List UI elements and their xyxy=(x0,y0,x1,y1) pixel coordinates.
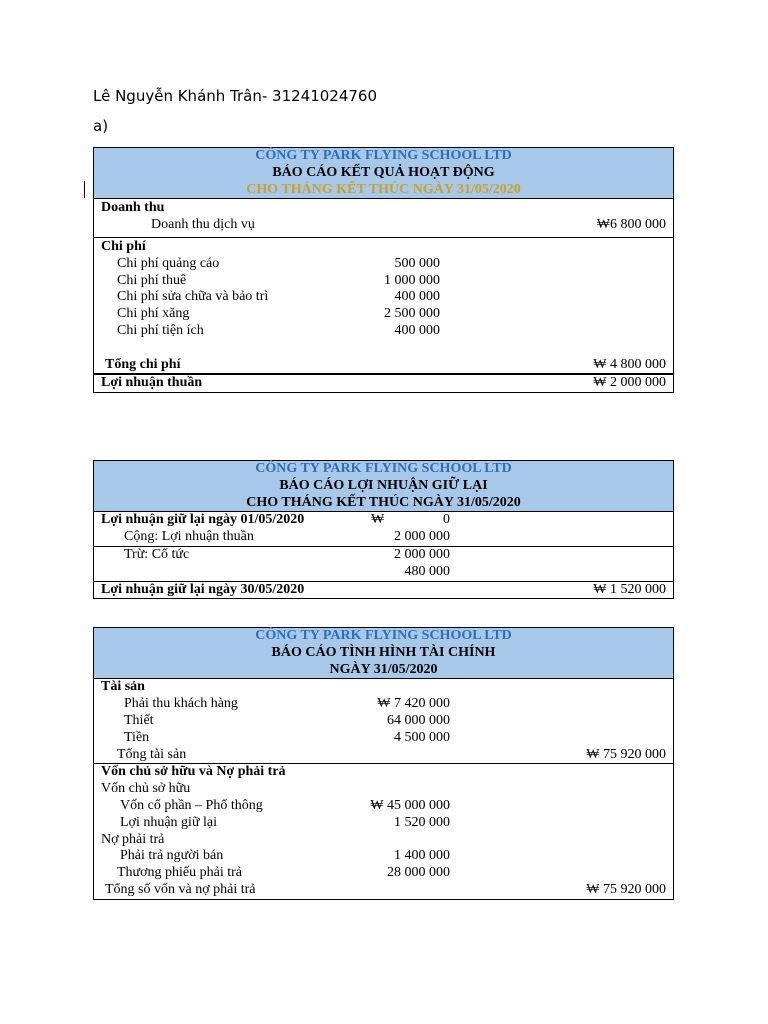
expense-value: 1 000 000 xyxy=(384,272,440,288)
revenue-section xyxy=(94,199,673,238)
net-income-value: ₩ 2 000 000 xyxy=(593,375,666,391)
equity-value: ₩ 45 000 000 xyxy=(370,797,450,813)
opening-label: Lợi nhuận giữ lại ngày 01/05/2020 xyxy=(101,512,305,528)
expense-label: Chi phí quảng cáo xyxy=(117,255,220,271)
company-name: CÔNG TY PARK FLYING SCHOOL LTD xyxy=(255,461,512,476)
assets-section xyxy=(94,679,673,764)
subtotal-value: 480 000 xyxy=(404,563,450,579)
less-label: Trừ: Cổ tức xyxy=(124,546,190,562)
opening-currency: ₩ xyxy=(371,512,385,528)
revenue-item: Doanh thu dịch vụ xyxy=(151,217,255,233)
total-equity-liab-label: Tổng số vốn và nợ phải trả xyxy=(105,881,256,897)
equity-heading: Vốn chủ sở hữu xyxy=(101,781,191,797)
expense-label: Chi phí xăng xyxy=(117,306,190,322)
asset-label: Tiền xyxy=(124,729,150,745)
income-header xyxy=(94,148,673,199)
report-period: CHO THÁNG KẾT THÚC NGÀY 31/05/2020 xyxy=(246,181,521,197)
add-value: 2 000 000 xyxy=(394,529,450,545)
revenue-heading: Doanh thu xyxy=(101,200,165,216)
company-name: CÔNG TY PARK FLYING SCHOOL LTD xyxy=(255,628,512,643)
equity-liab-heading: Vốn chủ sở hữu và Nợ phải trả xyxy=(101,764,286,780)
report-period: CHO THÁNG KẾT THÚC NGÀY 31/05/2020 xyxy=(246,494,521,510)
revenue-total: ₩6 800 000 xyxy=(596,217,666,233)
expense-value: 2 500 000 xyxy=(384,306,440,322)
equity-label: Vốn cổ phần – Phổ thông xyxy=(120,797,263,813)
income-statement xyxy=(93,147,674,393)
expense-section xyxy=(94,238,673,374)
retained-less-section xyxy=(94,547,673,582)
expense-label: Chi phí thuê xyxy=(117,272,187,288)
report-title: BÁO CÁO TÌNH HÌNH TÀI CHÍNH xyxy=(271,644,496,660)
liab-heading: Nợ phải trả xyxy=(101,831,165,847)
asset-value: 64 000 000 xyxy=(387,712,450,728)
total-assets-label: Tổng tài sản xyxy=(117,746,187,762)
asset-label: Thiết xyxy=(124,712,154,728)
total-assets-value: ₩ 75 920 000 xyxy=(586,746,666,762)
retained-earnings-statement xyxy=(93,460,674,599)
company-name: CÔNG TY PARK FLYING SCHOOL LTD xyxy=(255,148,512,163)
retained-header xyxy=(94,461,673,512)
closing-value: ₩ 1 520 000 xyxy=(593,581,666,597)
report-period: NGÀY 31/05/2020 xyxy=(329,661,438,677)
liability-value: 28 000 000 xyxy=(387,865,450,881)
retained-opening-section xyxy=(94,512,673,547)
less-value: 2 000 000 xyxy=(394,546,450,562)
equity-liabilities-section xyxy=(94,764,673,898)
liability-value: 1 400 000 xyxy=(394,848,450,864)
asset-value: ₩ 7 420 000 xyxy=(377,696,450,712)
report-title: BÁO CÁO KẾT QUẢ HOẠT ĐỘNG xyxy=(272,164,495,180)
equity-label: Lợi nhuận giữ lại xyxy=(120,814,218,830)
total-expense-label: Tổng chi phí xyxy=(105,356,181,372)
equity-value: 1 520 000 xyxy=(394,814,450,830)
liability-label: Phải trả người bán xyxy=(120,848,224,864)
asset-label: Phải thu khách hàng xyxy=(124,696,238,712)
net-income-label: Lợi nhuận thuần xyxy=(101,375,203,391)
net-income-section xyxy=(94,374,673,392)
add-label: Cộng: Lợi nhuận thuần xyxy=(124,529,254,545)
asset-value: 4 500 000 xyxy=(394,729,450,745)
opening-value: 0 xyxy=(443,512,450,528)
liability-label: Thương phiếu phải trả xyxy=(117,865,243,881)
total-expense-value: ₩ 4 800 000 xyxy=(593,356,666,372)
author-line: Lê Nguyễn Khánh Trân- 31241024760 xyxy=(93,87,378,105)
assets-heading: Tài sản xyxy=(101,679,145,695)
text-cursor xyxy=(84,181,85,198)
part-label: a) xyxy=(93,117,109,135)
expense-value: 500 000 xyxy=(394,255,440,271)
balance-header xyxy=(94,628,673,679)
expense-label: Chi phí tiện ích xyxy=(117,322,204,338)
retained-closing-section xyxy=(94,582,673,599)
expense-value: 400 000 xyxy=(394,322,440,338)
expense-heading: Chi phí xyxy=(101,238,146,254)
balance-sheet xyxy=(93,627,674,900)
expense-label: Chi phí sửa chữa và bảo trì xyxy=(117,289,269,305)
closing-label: Lợi nhuận giữ lại ngày 30/05/2020 xyxy=(101,581,305,597)
expense-value: 400 000 xyxy=(394,289,440,305)
total-equity-liab-value: ₩ 75 920 000 xyxy=(586,881,666,897)
report-title: BÁO CÁO LỢI NHUẬN GIỮ LẠI xyxy=(279,477,488,493)
